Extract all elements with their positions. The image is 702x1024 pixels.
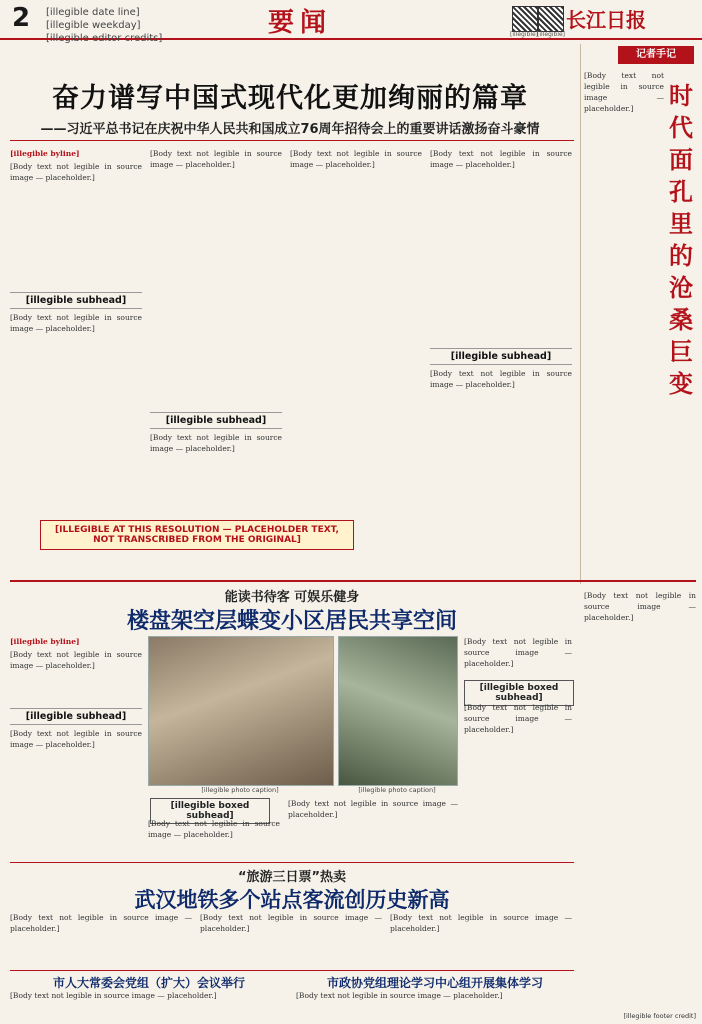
sidebar-vertical-title: 时代面孔里的沧桑巨变 <box>669 82 693 398</box>
sidebar-tag: 记者手记 <box>618 46 694 64</box>
divider <box>10 970 574 971</box>
lead-column-3: [Body text not legible in source image — placeholder.] <box>290 149 422 169</box>
feature-column-4: [Body text not legible in source image — placeholder.] <box>148 819 280 839</box>
second-headline: 武汉地铁多个站点客流创历史新高 <box>134 888 450 912</box>
lead-subheadline: ——习近平总书记在庆祝中华人民共和国成立76周年招待会上的重要讲话激扬奋斗豪情 <box>40 122 540 137</box>
lead-column-1b: [Body text not legible in source image — placeholder.] <box>10 313 142 333</box>
qr-code-icon <box>512 6 538 32</box>
feature-subhead: [illegible subhead] <box>10 708 142 725</box>
divider <box>10 140 574 141</box>
lead-subhead: [illegible subhead] <box>430 348 572 365</box>
feature-photo <box>148 636 334 786</box>
qr-code-icon <box>538 6 564 32</box>
brief-text: [Body text not legible in source image — placeholder.] <box>10 991 217 1000</box>
lead-column-4b: [Body text not legible in source image — placeholder.] <box>430 369 572 389</box>
placeholder-notice: [ILLEGIBLE AT THIS RESOLUTION — PLACEHOLDER TEXT, NOT TRANSCRIBED FROM THE ORIGINAL] <box>40 520 354 550</box>
photo-caption: [illegible photo caption] <box>358 786 436 794</box>
second-kicker: “旅游三日票”热卖 <box>237 870 347 885</box>
brief-text: [Body text not legible in source image — placeholder.] <box>296 991 503 1000</box>
divider <box>10 862 574 863</box>
issue-weekday: [illegible weekday] <box>46 20 141 31</box>
photo-caption: [illegible photo caption] <box>201 786 279 794</box>
second-column-1: [Body text not legible in source image — placeholder.] <box>10 913 192 933</box>
feature-column-1b: [Body text not legible in source image — placeholder.] <box>10 729 142 749</box>
feature-column-3a: [Body text not legible in source image — placeholder.] <box>464 637 572 668</box>
lead-text: [Body text not legible in source image — placeholder.] <box>10 162 142 182</box>
second-column-2: [Body text not legible in source image — placeholder.] <box>200 913 382 933</box>
footer-credit: [illegible footer credit] <box>623 1012 696 1020</box>
newspaper-logo: 长江日报 <box>566 8 646 32</box>
feature-headline: 楼盘架空层蝶变小区居民共享空间 <box>126 609 457 634</box>
byline: [illegible byline] <box>10 149 80 158</box>
issue-editors: [illegible editor credits] <box>46 33 163 44</box>
feature-column-3: [Body text not legible in source image — placeholder.] <box>464 703 572 734</box>
section-title: 要闻 <box>268 8 333 38</box>
feature-kicker: 能读书待客 可娱乐健身 <box>224 590 360 605</box>
lead-column-2b: [Body text not legible in source image — placeholder.] <box>150 433 282 453</box>
right-lower-text: [Body text not legible in source image — placeholder.] <box>584 591 696 622</box>
feature-boxed-subhead: [illegible boxed subhead] <box>150 798 270 824</box>
brief-headline: 市政协党组理论学习中心组开展集体学习 <box>326 976 543 990</box>
lead-column-1 <box>10 148 142 288</box>
feature-text: [Body text not legible in source image — placeholder.] <box>10 650 142 670</box>
page-number: 2 <box>12 3 31 33</box>
byline: [illegible byline] <box>10 637 80 646</box>
feature-photo <box>338 636 458 786</box>
issue-date: [illegible date line] <box>46 7 140 18</box>
issue-meta <box>46 6 162 45</box>
lead-column-4: [Body text not legible in source image — placeholder.] <box>430 149 572 169</box>
feature-boxed-subhead: [illegible boxed subhead] <box>464 680 574 706</box>
lead-headline: 奋力谱写中国式现代化更加绚丽的篇章 <box>52 83 528 114</box>
masthead <box>0 0 702 44</box>
second-column-3: [Body text not legible in source image — placeholder.] <box>390 913 572 933</box>
qr-caption: [illegible] <box>510 31 539 38</box>
feature-column-5: [Body text not legible in source image — placeholder.] <box>288 799 458 819</box>
sidebar-text: [Body text not legible in source image — placeholder.] <box>584 71 664 113</box>
lead-column-2: [Body text not legible in source image — placeholder.] <box>150 149 282 169</box>
qr-caption: [illegible] <box>537 31 566 38</box>
lead-subhead: [illegible subhead] <box>10 292 142 309</box>
lead-subhead: [illegible subhead] <box>150 412 282 429</box>
feature-column-1 <box>10 636 142 706</box>
divider <box>10 580 696 582</box>
brief-headline: 市人大常委会党组（扩大）会议举行 <box>52 976 245 990</box>
